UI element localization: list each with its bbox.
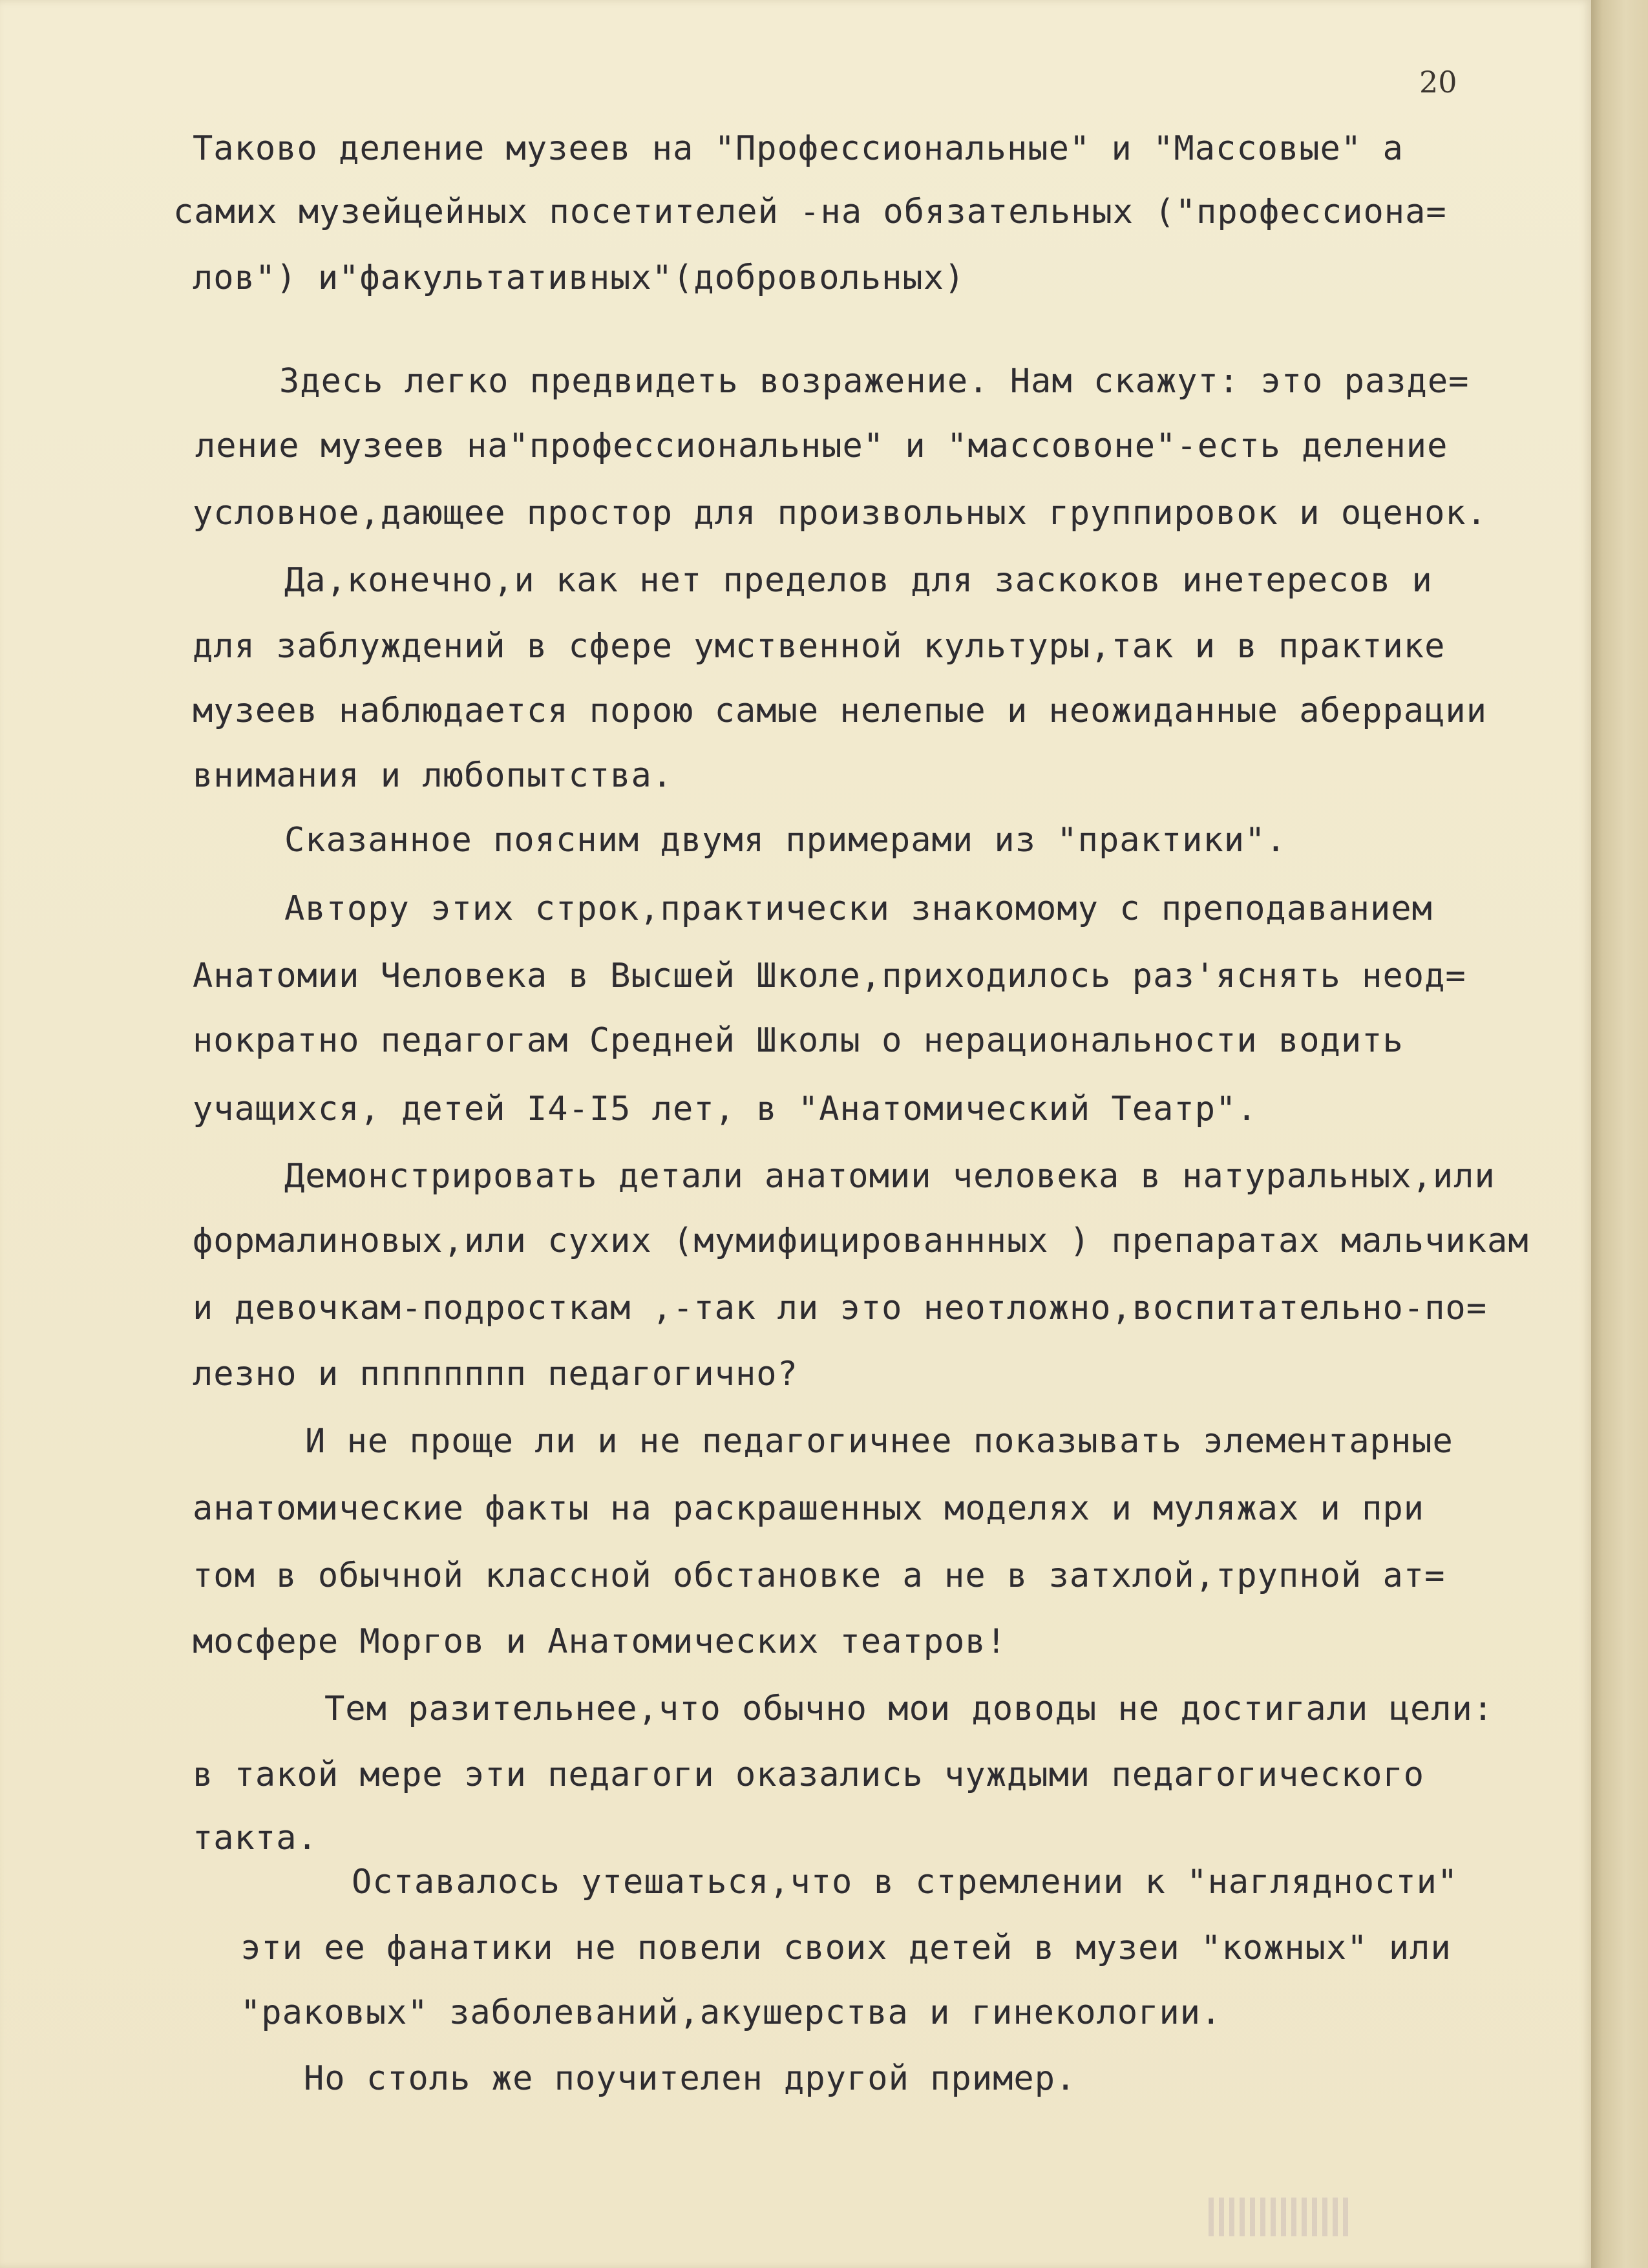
text-line: мосфере Моргов и Анатомических театров! (193, 1622, 1007, 1661)
text-line: Но столь же поучителен другой пример. (304, 2059, 1077, 2098)
text-line: Автору этих строк,практически знакомому с преподаванием (284, 889, 1433, 928)
text-line: такта. (193, 1819, 318, 1858)
text-line: эти ее фанатики не повели своих детей в музеи "кожных" или (240, 1929, 1452, 1967)
text-line: Сказанное поясним двумя примерами из "практики". (284, 821, 1287, 860)
text-line: Да,конечно,и как нет пределов для заскоков инетересов и (284, 561, 1433, 600)
faint-stamp-mark (1209, 2198, 1351, 2236)
text-line: ление музеев на"профессиональные" и "массовоне"-есть деление (195, 427, 1448, 465)
text-line: том в обычной классной обстановке а не в затхлой,трупной ат= (193, 1556, 1446, 1595)
text-line: самих музейцейных посетителей -на обязательных ("профессиона= (173, 193, 1447, 231)
text-line: Тем разительнее,что обычно мои доводы не достигали цели: (324, 1690, 1494, 1728)
text-line: Оставалось утешаться,что в стремлении к "наглядности" (352, 1863, 1459, 1902)
text-line: Анатомии Человека в Высшей Школе,приходилось раз'яснять неод= (193, 957, 1466, 995)
text-line: условное,дающее простор для произвольных группировок и оценок. (193, 494, 1488, 533)
text-line: формалиновых,или сухих (мумифицированнных ) препаратах мальчикам (193, 1222, 1529, 1260)
text-line: И не проще ли и не педагогичнее показывать элементарные (305, 1422, 1453, 1461)
page-number: 20 (1419, 65, 1457, 100)
text-line: Таково деление музеев на "Профессиональные" и "Массовые" а (193, 129, 1404, 168)
text-line: лезно и пппппппп педагогично? (193, 1355, 798, 1394)
text-line: анатомические факты на раскрашенных моделях и муляжах и при (193, 1489, 1425, 1528)
text-line: музеев наблюдается порою самые нелепые и неожиданные аберрации (193, 692, 1488, 730)
text-line: для заблуждений в сфере умственной культуры,так и в практике (193, 627, 1446, 666)
adjacent-page-edge (1591, 0, 1648, 2268)
text-line: учащихся, детей I4-I5 лет, в "Анатомический Театр". (193, 1090, 1258, 1129)
text-line: Здесь легко предвидеть возражение. Нам скажут: это разде= (279, 362, 1470, 401)
text-line: лов") и"факультативных"(добровольных) (193, 259, 966, 297)
text-line: "раковых" заболеваний,акушерства и гинекологии. (240, 1993, 1222, 2032)
text-line: в такой мере эти педагоги оказались чуждыми педагогического (193, 1755, 1425, 1794)
text-line: внимания и любопытства. (193, 756, 673, 795)
text-line: Демонстрировать детали анатомии человека в натуральных,или (284, 1157, 1495, 1196)
text-line: нократно педагогам Средней Школы о нерациональности водить (193, 1021, 1404, 1060)
text-line: и девочкам-подросткам ,-так ли это неотложно,воспитательно-по= (193, 1289, 1488, 1328)
